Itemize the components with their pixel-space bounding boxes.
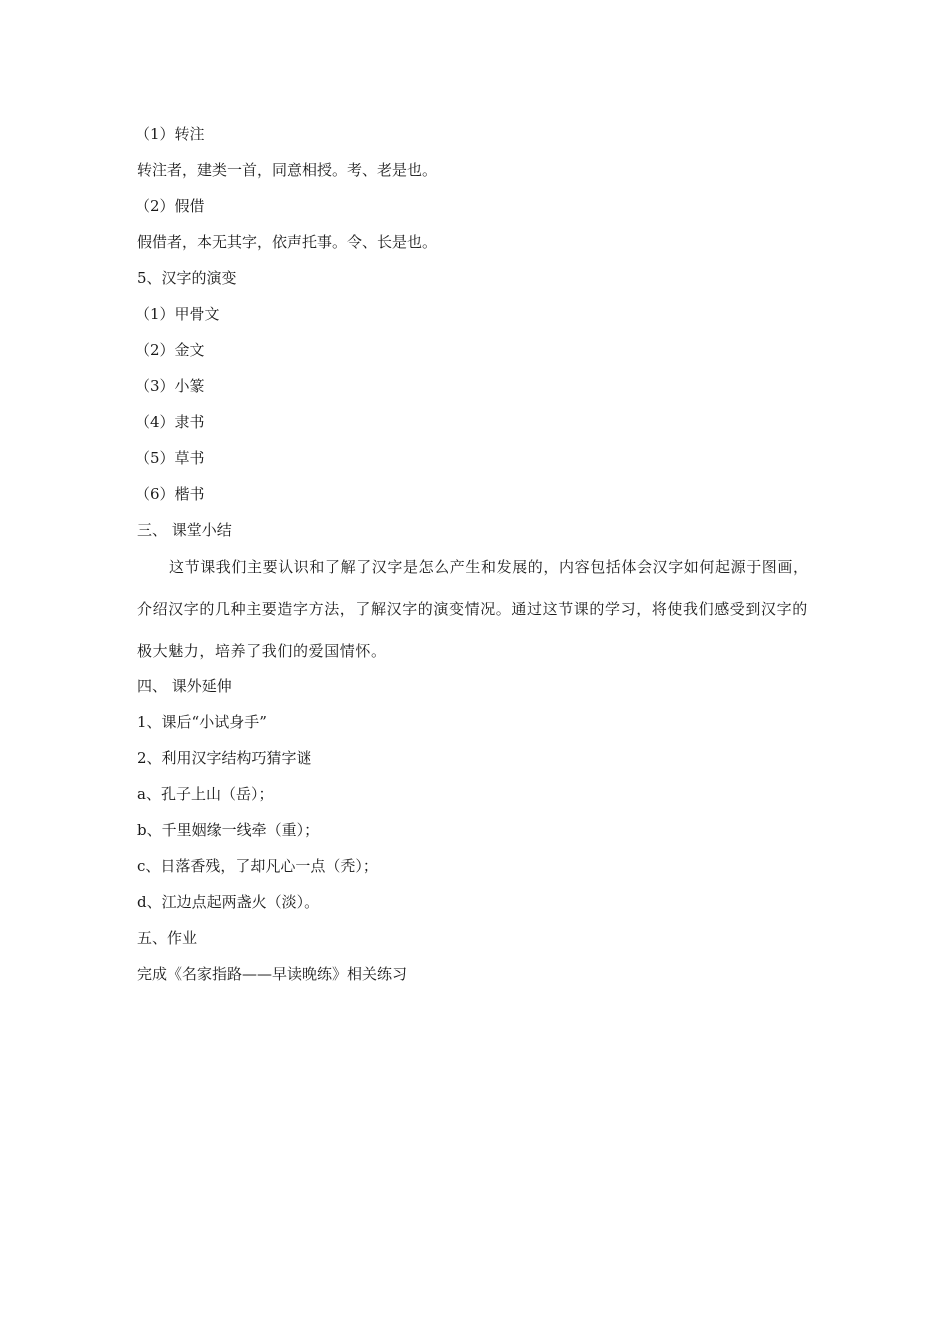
evolution-item-cursive: （5）草书: [135, 449, 205, 467]
evolution-item-oracle-bone: （1）甲骨文: [135, 305, 220, 323]
riddle-a: a、孔子上山（岳）；: [137, 785, 274, 803]
section-evolution-heading: 5、汉字的演变: [137, 269, 237, 287]
evolution-item-bronze: （2）金文: [135, 341, 205, 359]
section-extension-heading: 四、 课外延伸: [137, 677, 232, 695]
section-homework-heading: 五、作业: [137, 929, 198, 947]
riddle-c: c、日落香残，了却凡心一点（秃）；: [137, 857, 378, 875]
riddle-b: b、千里姻缘一线牵（重）；: [137, 821, 320, 839]
riddle-d: d、江边点起两盏火（淡）。: [137, 893, 320, 911]
evolution-item-clerical: （4）隶书: [135, 413, 205, 431]
zhuanzhu-definition: 转注者，建类一首，同意相授。考、老是也。: [137, 161, 438, 179]
heading-jiajie: （2）假借: [135, 197, 205, 215]
evolution-item-small-seal: （3）小篆: [135, 377, 205, 395]
extension-item-2: 2、利用汉字结构巧猜字谜: [137, 749, 312, 767]
homework-text: 完成《名家指路——早读晚练》相关练习: [137, 965, 408, 983]
section-summary-heading: 三、 课堂小结: [137, 521, 232, 539]
heading-zhuanzhu: （1）转注: [135, 125, 205, 143]
document-body: [137, 124, 817, 1000]
summary-paragraph: 这节课我们主要认识和了解了汉字是怎么产生和发展的，内容包括体会汉字如何起源于图画，介绍汉字的几种主要造字方法，了解汉字的演变情况。通过这节课的学习，将使我们感受到汉字的极大魅力，培养了我们的爱国情怀。: [137, 558, 809, 660]
evolution-item-regular: （6）楷书: [135, 485, 205, 503]
jiajie-definition: 假借者，本无其字，依声托事。令、长是也。: [137, 233, 438, 251]
extension-item-1: 1、课后“小试身手”: [137, 713, 267, 731]
